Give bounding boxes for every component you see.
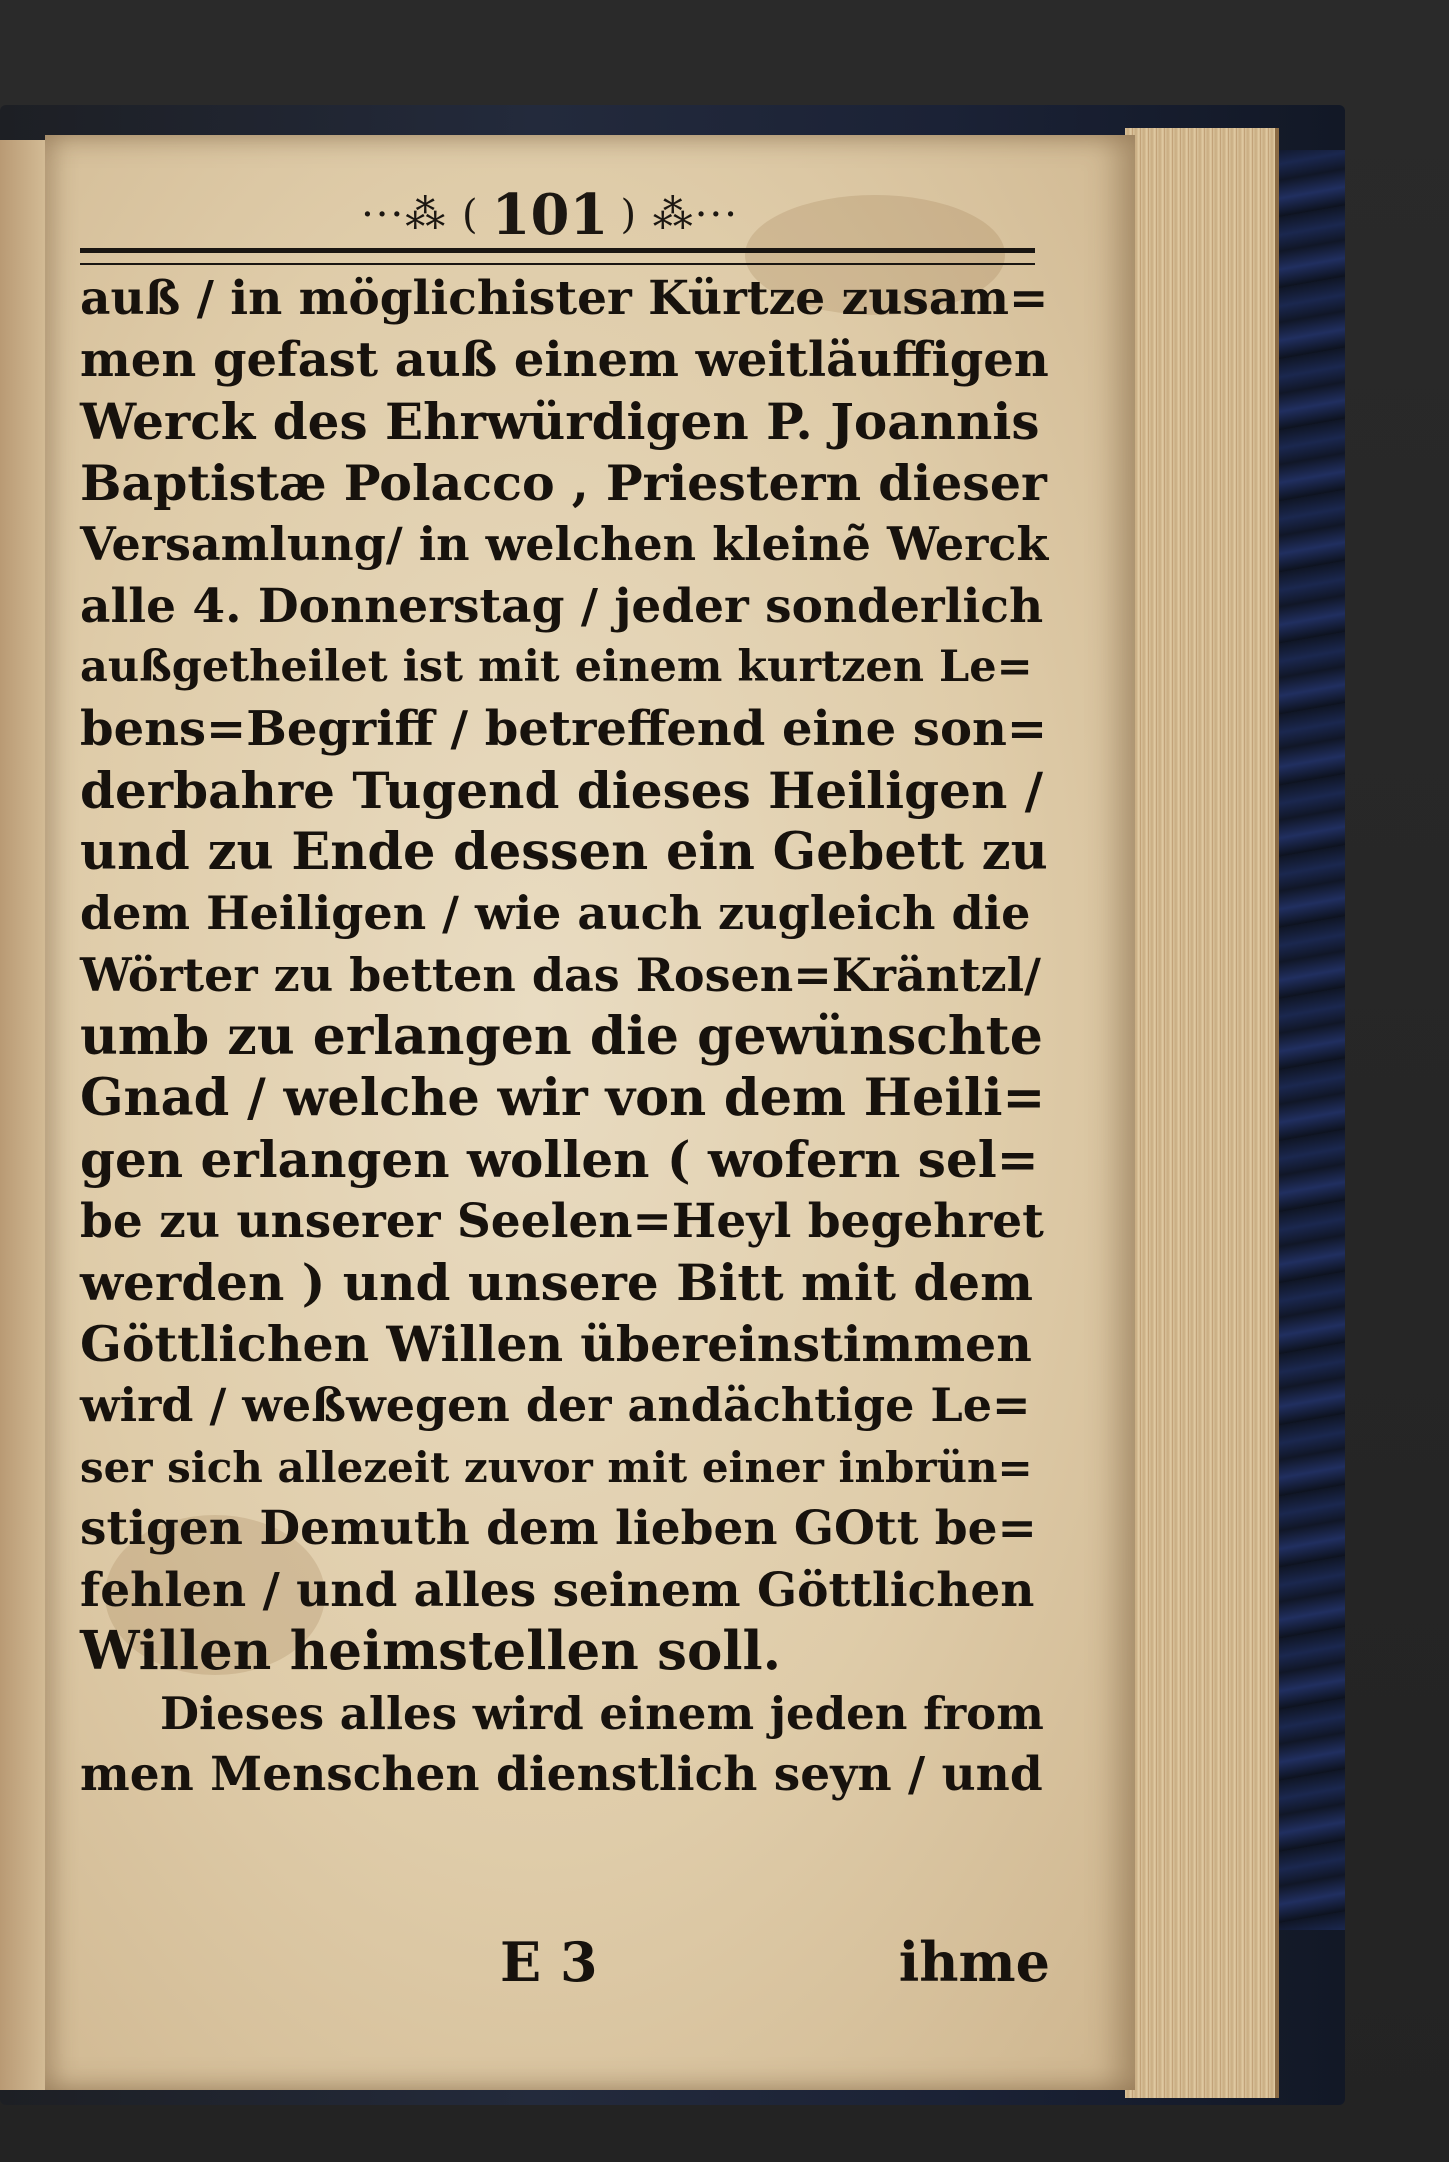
text-line: Wörter zu betten das Rosen=Kräntzl/ <box>80 947 1041 1002</box>
text-line: Werck des Ehrwürdigen P. Joannis <box>80 392 1040 451</box>
text-line: Gnad / welche wir von dem Heili= <box>80 1067 1046 1128</box>
text-line: men Menschen dienstlich seyn / und <box>80 1747 1043 1802</box>
text-line: bens=Begriff / betreffend eine son= <box>80 700 1048 757</box>
header-rule <box>80 248 1035 265</box>
text-line: Göttlichen Willen übereinstimmen <box>80 1314 1032 1373</box>
page-footer <box>80 1930 1050 2000</box>
body-text <box>80 268 1050 1806</box>
page-block-edges <box>1125 128 1279 2098</box>
text-line: ser sich allezeit zuvor mit einer inbrün= <box>80 1442 1033 1492</box>
text-line: außgetheilet ist mit einem kurtzen Le= <box>80 642 1033 692</box>
text-line: werden ) und unsere Bitt mit dem <box>80 1253 1034 1312</box>
text-line: fehlen / und alles seinem Göttlichen <box>80 1562 1035 1618</box>
signature-mark: E 3 <box>500 1930 598 1994</box>
text-line: derbahre Tugend dieses Heiligen / <box>80 761 1043 820</box>
header-ornament-left: ···⁂ ( <box>361 192 480 238</box>
running-header <box>300 180 800 250</box>
text-line: und zu Ende dessen ein Gebett zu <box>80 821 1048 882</box>
page-number: 101 <box>491 182 609 248</box>
text-line: Dieses alles wird einem jeden from <box>160 1686 1044 1740</box>
text-line: men gefast auß einem weitläuffigen <box>80 331 1049 388</box>
text-line: Versamlung/ in welchen kleinẽ Werck <box>80 517 1049 571</box>
text-line: Willen heimstellen soll. <box>80 1620 782 1682</box>
text-line: umb zu erlangen die gewünschte <box>80 1006 1043 1067</box>
text-line: Baptistæ Polacco , Priestern dieser <box>80 453 1047 512</box>
text-line: alle 4. Donnerstag / jeder sonderlich <box>80 578 1044 634</box>
text-line: gen erlangen wollen ( wofern sel= <box>80 1130 1039 1189</box>
header-ornament-right: ) ⁂··· <box>620 192 739 238</box>
text-line: wird / weßwegen der andächtige Le= <box>80 1378 1031 1432</box>
text-line: dem Heiligen / wie auch zugleich die <box>80 886 1031 940</box>
text-line: stigen Demuth dem lieben GOtt be= <box>80 1501 1037 1556</box>
text-line: auß / in möglichister Kürtze zusam= <box>80 271 1049 326</box>
text-line: be zu unserer Seelen=Heyl begehret <box>80 1193 1044 1249</box>
catchword: ihme <box>898 1930 1050 1994</box>
